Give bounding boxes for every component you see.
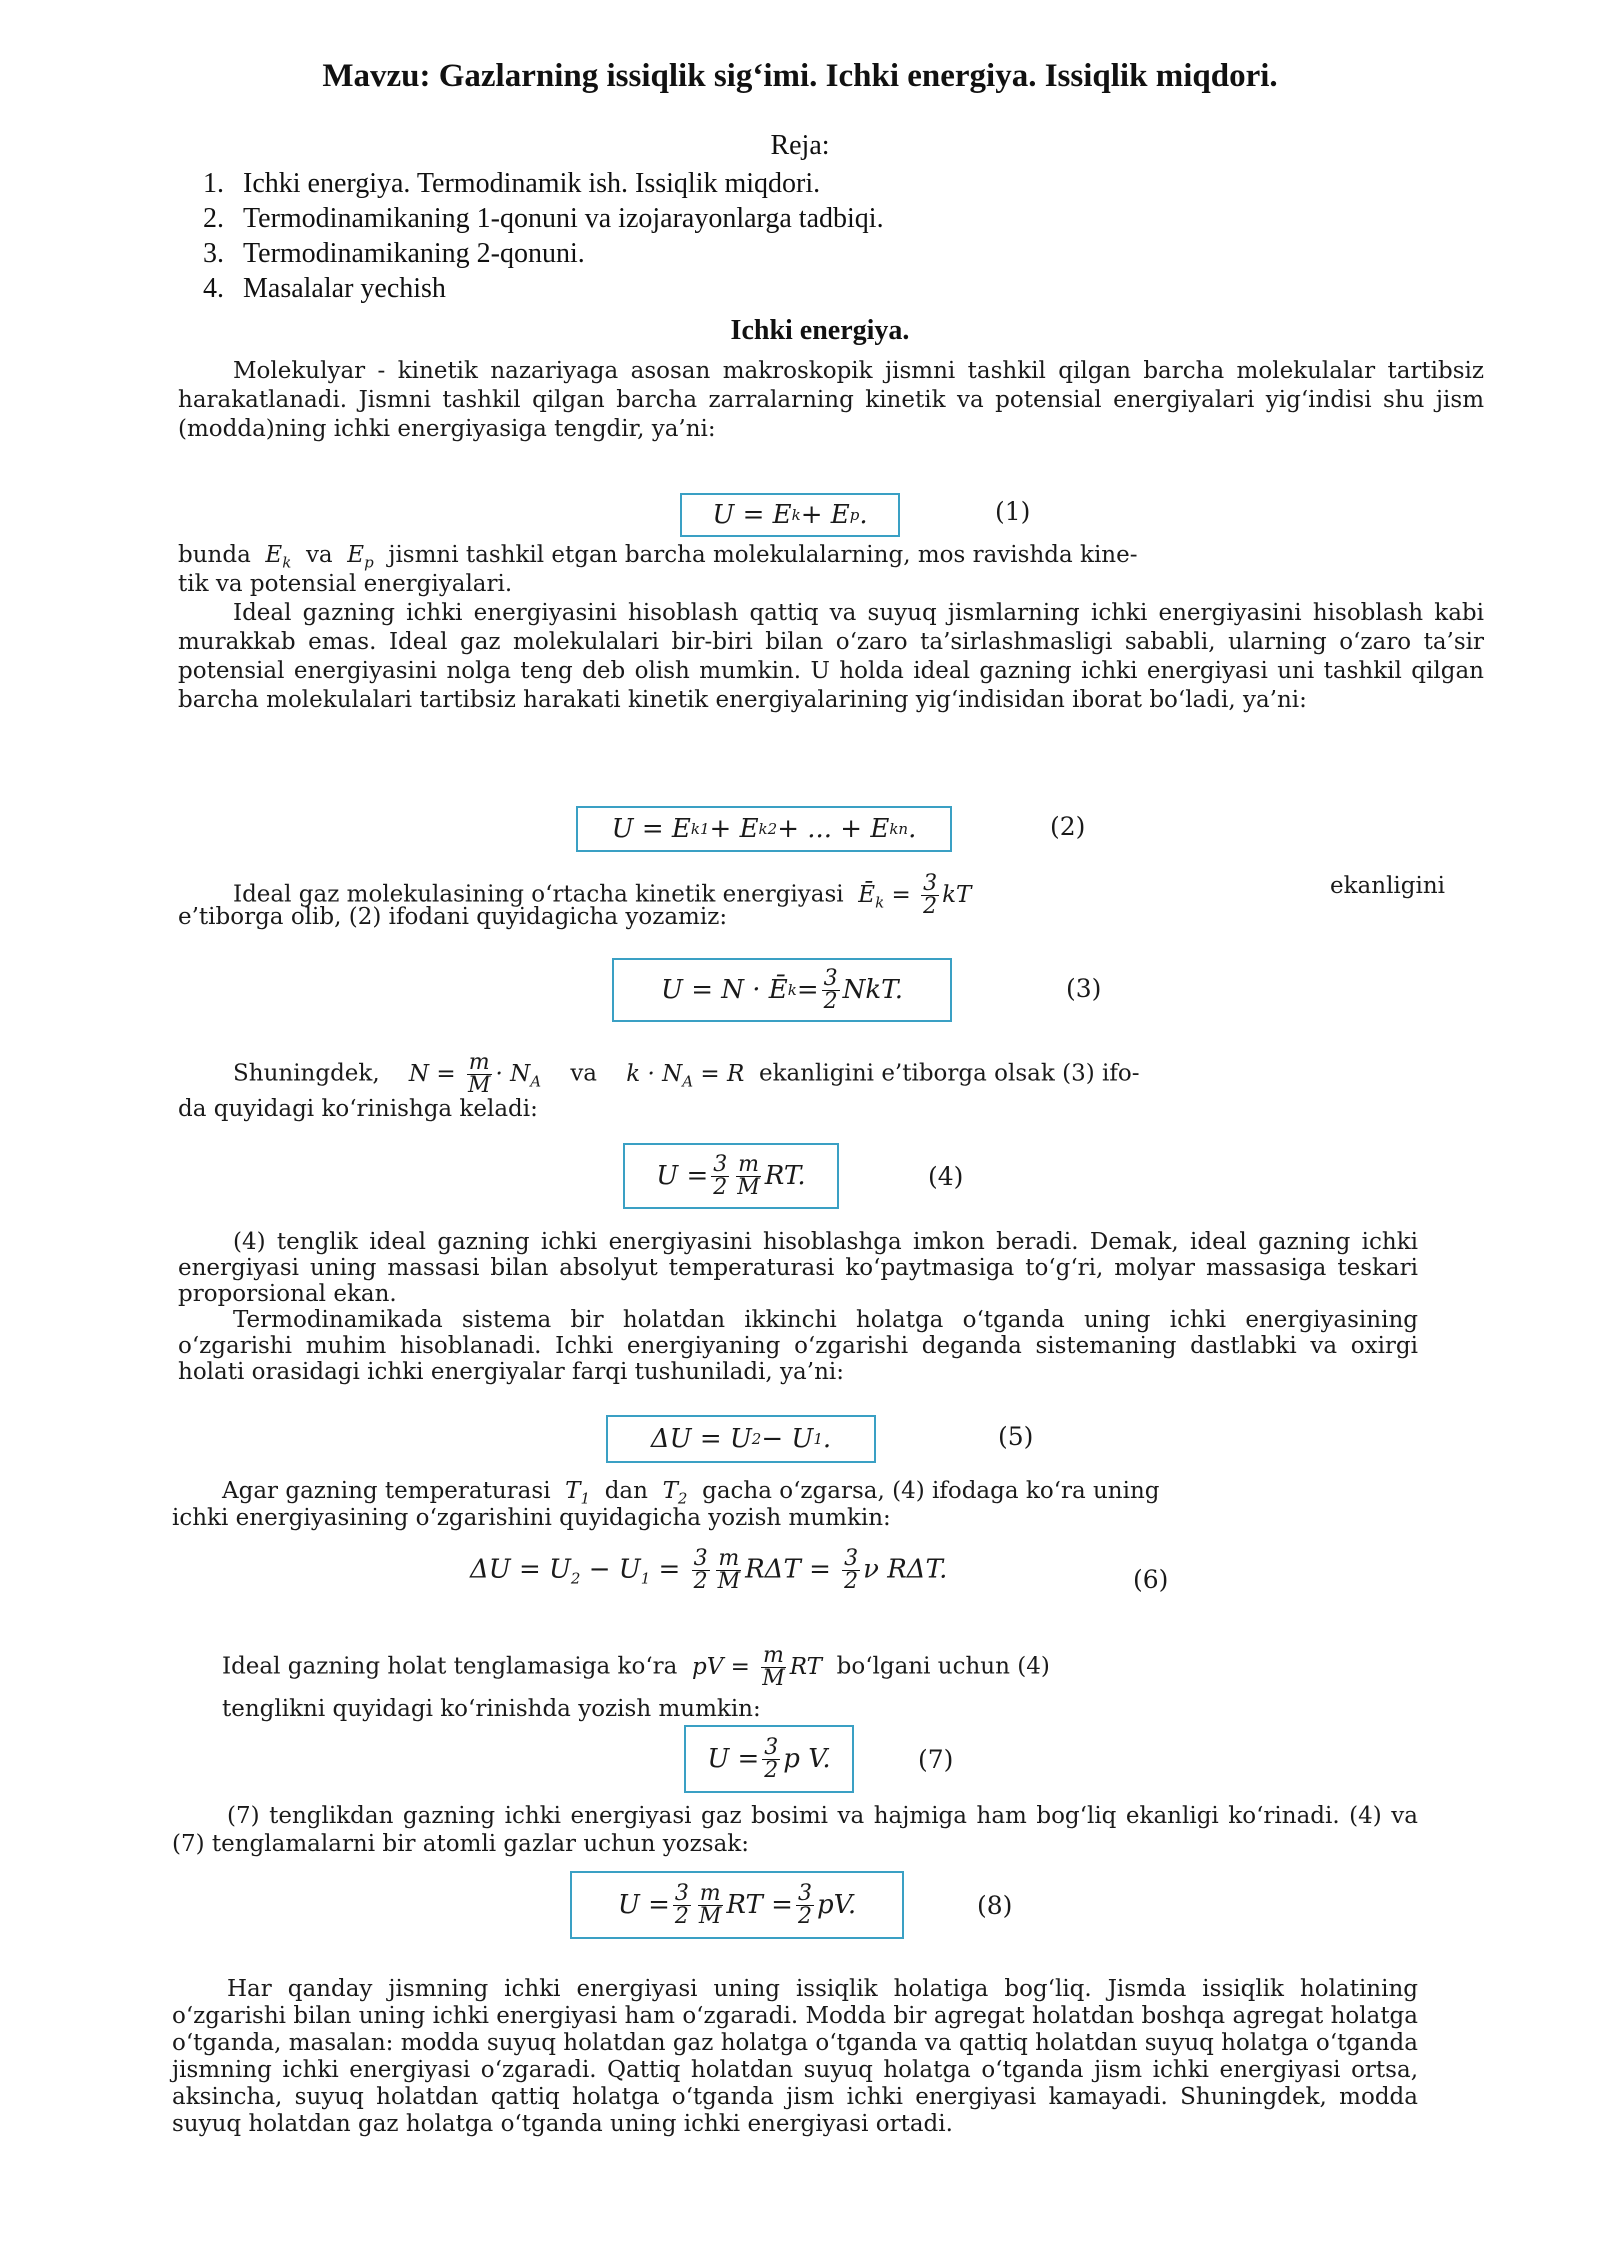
math-mean-ek: $Ē_k$ = $\frac{3}{2}$ kT bbox=[850, 871, 979, 919]
equation-number: (8) bbox=[977, 1891, 1013, 1920]
math-t1: $T_1$ bbox=[557, 1478, 591, 1508]
equation-number: (1) bbox=[995, 497, 1031, 526]
math-ep: $E_p$ bbox=[339, 542, 374, 572]
list-item-number: 4. bbox=[203, 273, 224, 304]
formula-box-1: U = E k + E p . bbox=[680, 493, 900, 537]
formula-box-7: U = $\frac{3}{2}$ p V. bbox=[684, 1725, 854, 1793]
paragraph-line: da quyidagi ko‘rinishga keladi: bbox=[178, 1096, 538, 1122]
list-item-text: Termodinamikaning 2-qonuni. bbox=[243, 238, 585, 269]
math-n-equals: N = $\frac{m}{M}$ · $N_A$ bbox=[386, 1050, 542, 1098]
paragraph-line bbox=[222, 1645, 1050, 1690]
paragraph: Har qanday jismning ichki energiyasi uning issiqlik holatiga bog‘liq. Jismda issiqlik holatining o‘zgarishi bilan uning ichki energiyasi ham o‘zgaradi. Modda bir agregat holatdan boshqa agregat holatga o‘tganda, masalan: modda suyuq holatdan gaz holatga o‘tganda va qattiq holatdan suyuq holatga o‘tganda jismning ichki energiyasi o‘zgaradi. Qattiq holatdan suyuq holatga o‘tganda jism ichki energiyasi ortsa, aksincha, suyuq holatdan qattiq holatga o‘tganda jism ichki energiyasi kamayadi. Shuningdek, modda suyuq holatdan gaz holatga o‘tganda uning ichki energiyasi ortadi. bbox=[172, 1976, 1418, 2137]
text-fragment: dan bbox=[604, 1478, 648, 1504]
page-title: Mavzu: Gazlarning issiqlik sig‘imi. Ichki energiya. Issiqlik miqdori. bbox=[322, 58, 1278, 94]
text-fragment: ekanligini bbox=[1330, 873, 1446, 899]
list-item-number: 1. bbox=[203, 168, 224, 199]
math-t2: $T_2$ bbox=[655, 1478, 688, 1508]
text-fragment: Ideal gazning holat tenglamasiga ko‘ra bbox=[222, 1653, 678, 1680]
formula-box-4: U = $\frac{3}{2}$ $\frac{m}{M}$ RT. bbox=[623, 1143, 839, 1209]
text-fragment: Ideal gaz molekulasining o‘rtacha kinetik energiyasi bbox=[233, 881, 844, 908]
paragraph-line: ichki energiyasining o‘zgarishini quyidagicha yozish mumkin: bbox=[172, 1505, 891, 1531]
equation-number: (2) bbox=[1050, 812, 1086, 841]
text-fragment: bo‘lgani uchun (4) bbox=[836, 1653, 1050, 1680]
text-fragment: Shuningdek, bbox=[233, 1060, 380, 1087]
formula-box-2: U = E k1 + E k2 + ... + E kn . bbox=[576, 806, 952, 852]
section-heading: Ichki energiya. bbox=[730, 315, 910, 346]
list-item bbox=[203, 166, 884, 201]
paragraph-line bbox=[233, 1052, 1140, 1097]
list-item-text: Masalalar yechish bbox=[243, 273, 446, 304]
equation-number: (5) bbox=[998, 1422, 1034, 1451]
text-fragment: va bbox=[570, 1060, 598, 1087]
formula-box-5: ΔU = U 2 − U 1 . bbox=[606, 1415, 876, 1463]
formula-box-8: U = $\frac{3}{2}$ $\frac{m}{M}$ RT = $\frac{3}{2}$ pV. bbox=[570, 1871, 904, 1939]
paragraph-line: tenglikni quyidagi ko‘rinishda yozish mumkin: bbox=[222, 1696, 761, 1722]
formula-6: $\Delta U = U_2 - U_1$ = $\frac{3}{2}$ $\frac{m}{M}$ RΔT = $\frac{3}{2}$ ν RΔT. bbox=[470, 1546, 948, 1594]
text-fragment: ekanligini e’tiborga olsak (3) ifo- bbox=[758, 1060, 1140, 1087]
list-item-text: Ichki energiya. Termodinamik ish. Issiqlik miqdori. bbox=[243, 168, 821, 199]
list-item bbox=[203, 271, 884, 306]
list-item bbox=[203, 236, 884, 271]
paragraph: Termodinamikada sistema bir holatdan ikkinchi holatga o‘tganda uning ichki energiyasining o‘zgarishi muhim hisoblanadi. Ichki energiyaning o‘zgarishi deganda sistemaning dastlabki va oxirgi holati orasidagi ichki energiyalar farqi tushuniladi, ya’ni: bbox=[178, 1307, 1418, 1385]
list-item bbox=[203, 201, 884, 236]
list-item-text: Termodinamikaning 1-qonuni va izojarayonlarga tadbiqi. bbox=[243, 203, 884, 234]
math-ek: $E_k$ bbox=[258, 542, 292, 572]
equation-number: (3) bbox=[1066, 974, 1102, 1003]
list-item-number: 3. bbox=[203, 238, 224, 269]
text-fragment: bunda bbox=[178, 542, 251, 568]
paragraph-line bbox=[178, 542, 1138, 572]
text-fragment: jismni tashkil etgan barcha molekulalarning, mos ravishda kine- bbox=[388, 542, 1138, 568]
text-fragment: Agar gazning temperaturasi bbox=[222, 1478, 551, 1504]
equation-number: (4) bbox=[928, 1162, 964, 1191]
paragraph-line bbox=[222, 1478, 1160, 1508]
list-item-number: 2. bbox=[203, 203, 224, 234]
paragraph: (7) tenglikdan gazning ichki energiyasi gaz bosimi va hajmiga ham bog‘liq ekanligi ko‘rinadi. (4) va (7) tenglamalarni bir atomli gazlar uchun yozsak: bbox=[172, 1803, 1418, 1857]
paragraph: (4) tenglik ideal gazning ichki energiyasini hisoblashga imkon beradi. Demak, ideal gazning ichki energiyasi uning massasi bilan absolyut temperaturasi ko‘paytmasiga to‘g‘ri, molyar massasiga teskari proporsional ekan. bbox=[178, 1229, 1418, 1307]
math-k-na: $k \cdot N_A = R$ bbox=[604, 1060, 752, 1091]
text-fragment: va bbox=[305, 542, 333, 568]
paragraph: Ideal gazning ichki energiyasini hisoblash qattiq va suyuq jismlarning ichki energiyasini hisoblash kabi murakkab emas. Ideal gaz molekulalari bir-biri bilan o‘zaro ta’sirlashmasligi sababli, ularning o‘zaro ta’sir potensial energiyasini nolga teng deb olish mumkin. U holda ideal gazning ichki energiyasi uni tashkil qilgan barcha molekulalari tartibsiz harakati kinetik energiyalarining yig‘indisidan iborat bo‘ladi, ya’ni: bbox=[178, 600, 1484, 713]
text-fragment: gacha o‘zgarsa, (4) ifodaga ko‘ra uning bbox=[702, 1478, 1160, 1504]
equation-number: (6) bbox=[1133, 1565, 1169, 1594]
paragraph: Molekulyar - kinetik nazariyaga asosan makroskopik jismni tashkil qilgan barcha molekulalar tartibsiz harakatlanadi. Jismni tashkil qilgan barcha zarralarning kinetik va potensial energiyalari yig‘indisi shu jism (modda)ning ichki energiyasiga tengdir, ya’ni: bbox=[178, 358, 1484, 442]
paragraph-line: e’tiborga olib, (2) ifodani quyidagicha yozamiz: bbox=[178, 904, 728, 930]
plan-list bbox=[203, 166, 884, 306]
paragraph-line: tik va potensial energiyalari. bbox=[178, 571, 513, 597]
plan-heading: Reja: bbox=[770, 130, 830, 161]
math-pv-state: pV = $\frac{m}{M}$ RT bbox=[684, 1643, 830, 1691]
equation-number: (7) bbox=[918, 1745, 954, 1774]
formula-box-3: U = N · Ē k = $\frac{3}{2}$ NkT. bbox=[612, 958, 952, 1022]
